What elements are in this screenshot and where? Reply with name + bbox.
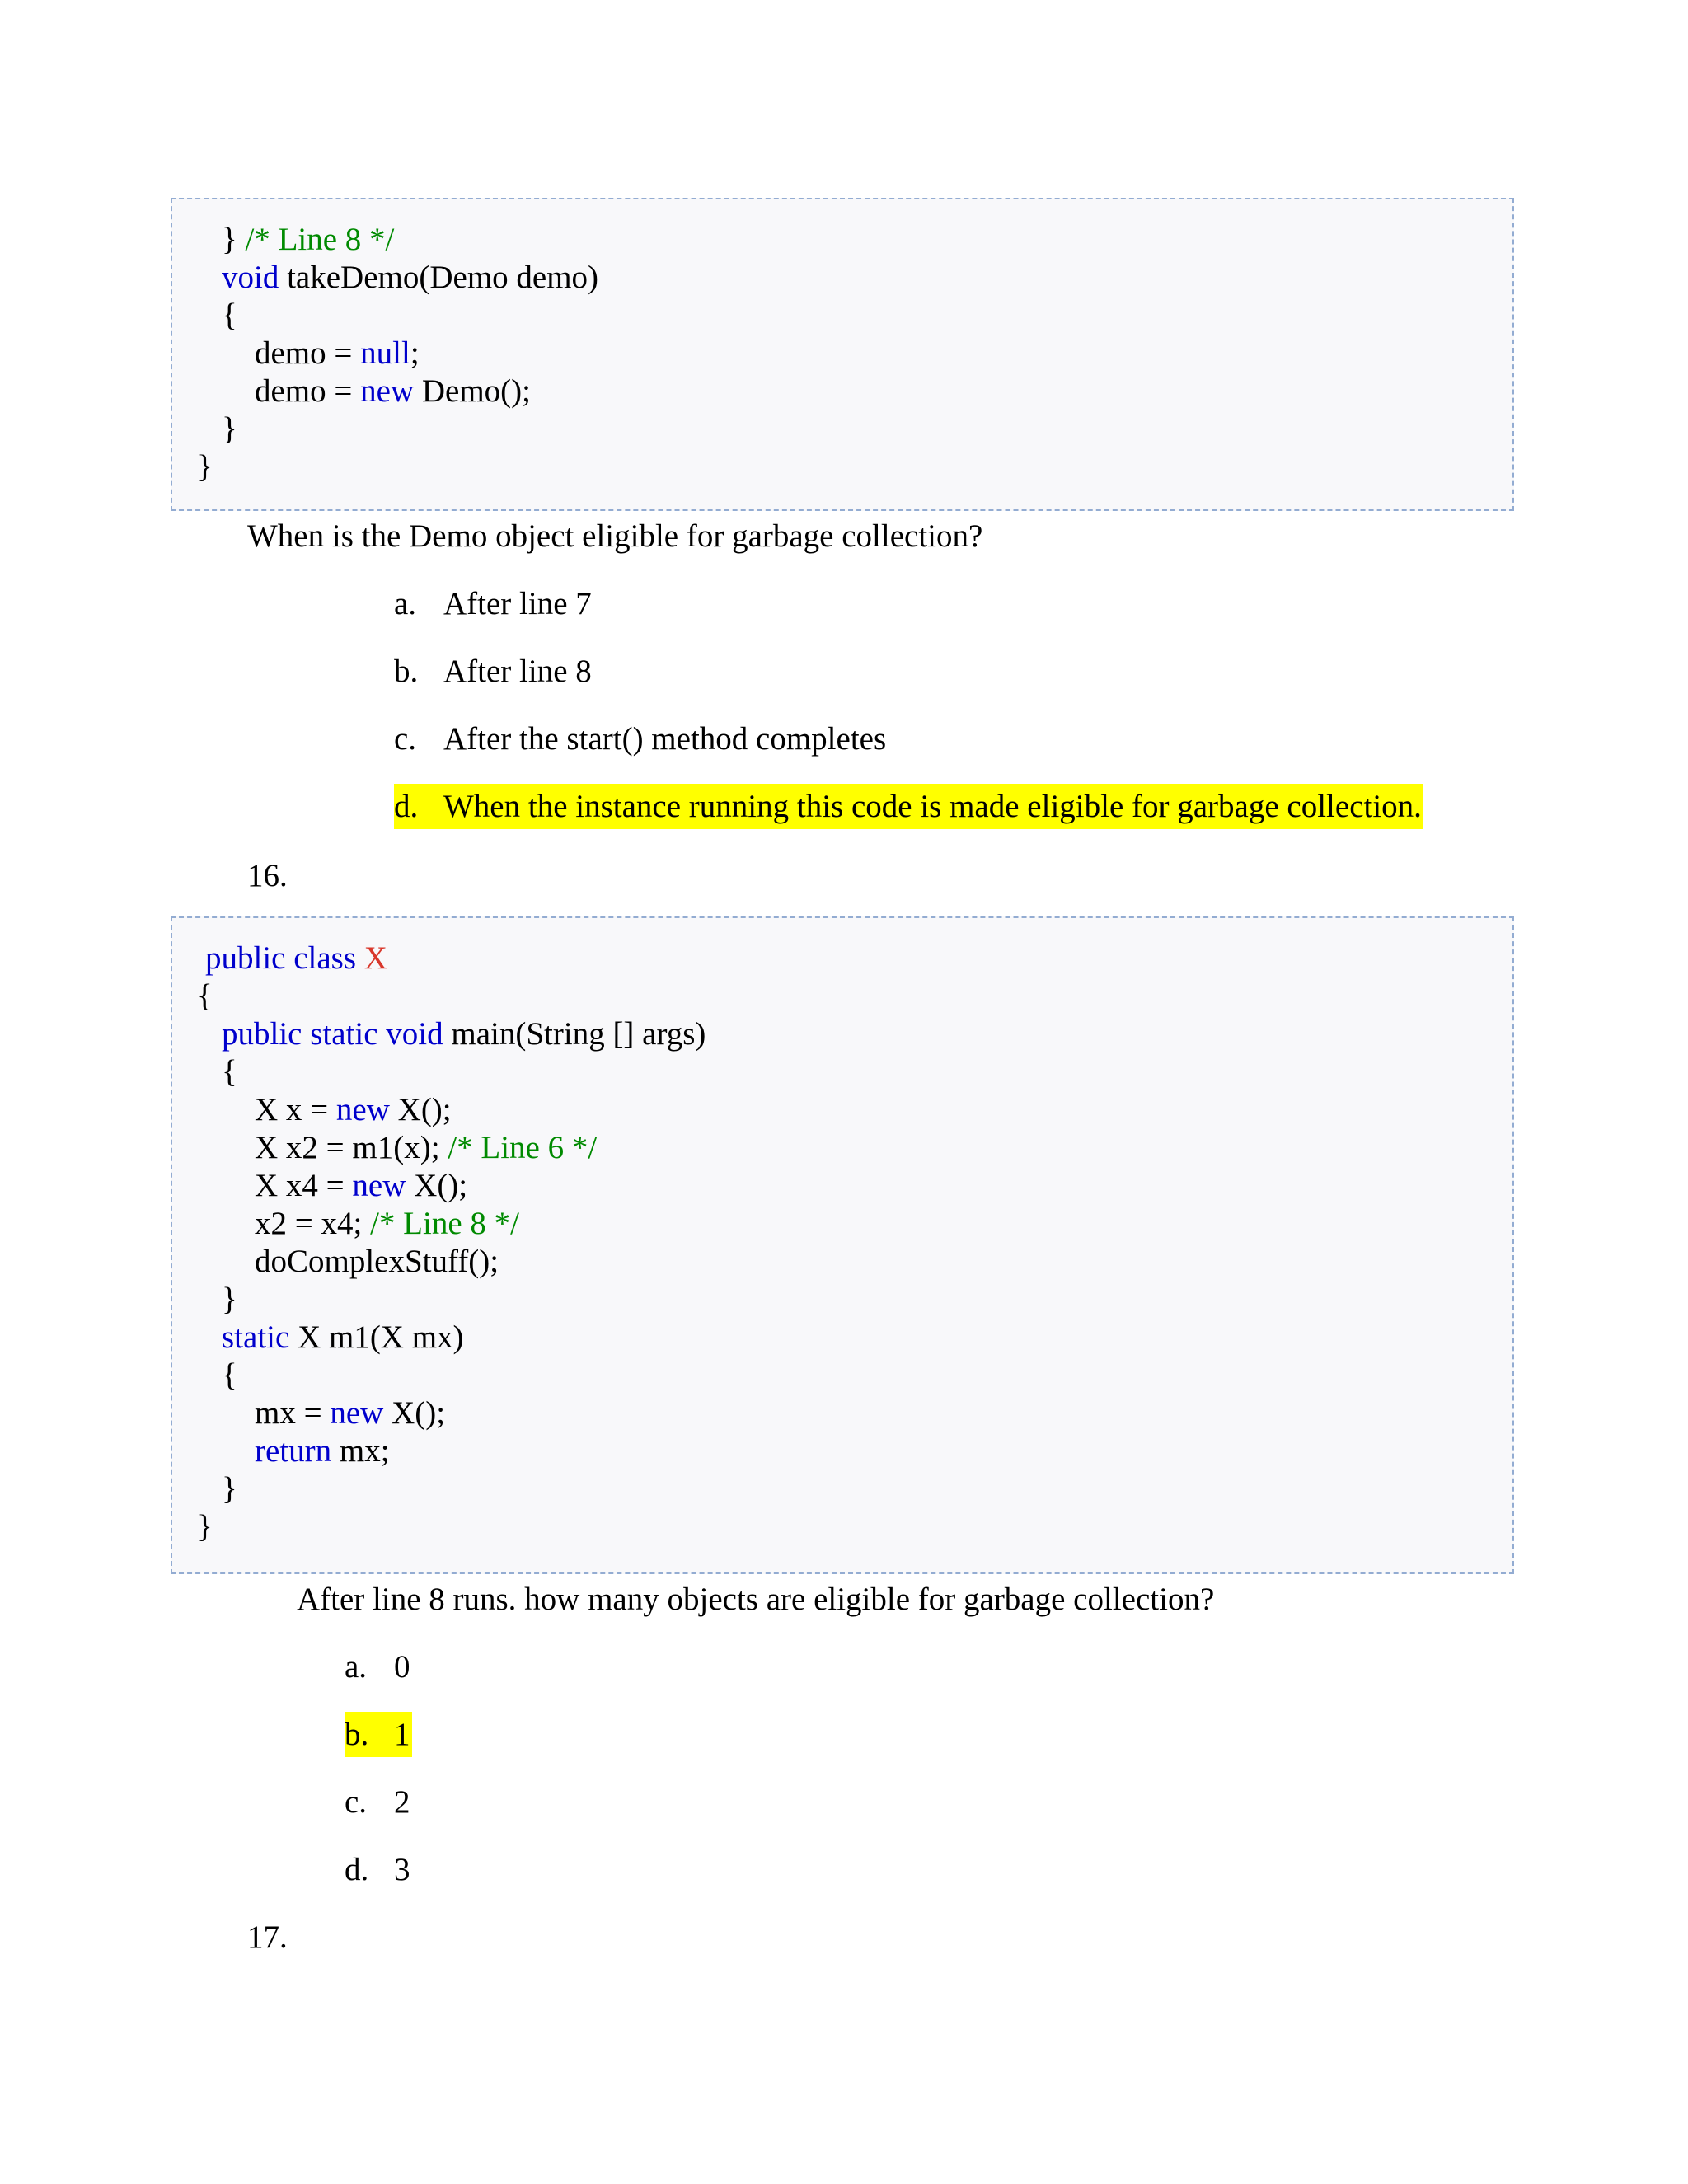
option-letter: a. xyxy=(345,1649,368,1685)
code-keyword: public static void xyxy=(222,1016,443,1052)
code-text: takeDemo(Demo demo) xyxy=(279,260,599,295)
code-keyword: void xyxy=(222,260,279,295)
answer-option xyxy=(394,720,886,757)
code-text: X(); xyxy=(389,1092,452,1127)
highlighted-answer xyxy=(345,1712,412,1757)
code-line xyxy=(222,1015,706,1053)
answer-option xyxy=(345,1851,410,1888)
code-text: { xyxy=(222,1054,237,1090)
option-letter: d. xyxy=(345,1852,369,1887)
option-letter: c. xyxy=(345,1784,368,1820)
code-line xyxy=(197,1508,213,1546)
code-line xyxy=(222,259,598,297)
code-keyword: public class xyxy=(205,940,364,976)
answer-option xyxy=(394,585,592,622)
code-text: } xyxy=(197,449,213,485)
option-text: 3 xyxy=(394,1852,410,1887)
option-letter: c. xyxy=(394,721,417,757)
code-text: ; xyxy=(410,335,420,371)
question-15-text: When is the Demo object eligible for garbage collection? xyxy=(247,518,983,554)
code-keyword: null xyxy=(360,335,410,371)
code-line xyxy=(222,1357,237,1394)
code-text: } xyxy=(197,1509,213,1544)
code-line xyxy=(222,1470,237,1508)
code-text: mx = xyxy=(255,1395,331,1431)
code-text: X x2 = m1(x); xyxy=(255,1130,448,1165)
answer-content xyxy=(345,1852,410,1887)
code-text: } xyxy=(222,1471,237,1507)
option-letter: b. xyxy=(345,1717,369,1752)
answer-content xyxy=(394,721,886,757)
code-line xyxy=(222,1053,237,1091)
answer-content xyxy=(345,1784,410,1820)
option-text: After line 8 xyxy=(443,654,592,689)
answer-option xyxy=(345,1648,410,1685)
option-text: 1 xyxy=(394,1717,410,1752)
code-keyword: return xyxy=(255,1433,332,1469)
code-line xyxy=(255,1205,519,1243)
option-text: 0 xyxy=(394,1649,410,1685)
highlighted-answer xyxy=(394,784,1423,829)
code-text: Demo(); xyxy=(414,373,531,409)
code-text: demo = xyxy=(255,373,361,409)
code-line xyxy=(255,1243,499,1281)
code-line xyxy=(222,221,394,259)
answer-content xyxy=(394,586,592,621)
answer-content xyxy=(345,1649,410,1685)
code-line xyxy=(255,1167,467,1205)
option-text: After the start() method completes xyxy=(443,721,887,757)
answer-option xyxy=(345,1783,410,1821)
code-text: { xyxy=(222,1357,237,1393)
option-letter: d. xyxy=(394,789,419,824)
answer-content xyxy=(394,654,592,689)
code-text: demo = xyxy=(255,335,361,371)
code-keyword: new xyxy=(330,1395,384,1431)
question-16-text: After line 8 runs. how many objects are eligible for garbage collection? xyxy=(297,1582,1215,1617)
code-text: x2 = x4; xyxy=(255,1206,371,1241)
code-text: X(); xyxy=(383,1395,446,1431)
code-keyword: static xyxy=(222,1319,290,1355)
code-text: } xyxy=(222,1282,237,1317)
code-line xyxy=(222,410,237,448)
option-text: When the instance running this code is made eligible for garbage collection. xyxy=(443,789,1422,824)
option-text: 2 xyxy=(394,1784,410,1820)
code-line xyxy=(255,373,531,410)
option-text: After line 7 xyxy=(443,586,592,621)
code-line xyxy=(197,977,213,1015)
answer-option xyxy=(345,1716,412,1753)
option-letter: a. xyxy=(394,586,417,621)
code-text: X x = xyxy=(255,1092,336,1127)
code-comment: /* Line 8 */ xyxy=(245,222,395,257)
code-line xyxy=(205,940,387,977)
code-line xyxy=(255,1129,597,1167)
code-class-name: X xyxy=(363,940,387,976)
code-text: X x4 = xyxy=(255,1168,353,1203)
code-line xyxy=(255,335,420,373)
code-keyword: new xyxy=(335,1092,390,1127)
code-text: mx; xyxy=(331,1433,390,1469)
code-text: { xyxy=(222,298,237,333)
answer-option xyxy=(394,653,592,690)
code-comment: /* Line 6 */ xyxy=(448,1130,598,1165)
code-text: } xyxy=(222,222,246,257)
code-line xyxy=(197,448,213,486)
code-line xyxy=(222,1319,464,1357)
code-block-2 xyxy=(171,916,1514,1574)
code-line xyxy=(222,1281,237,1319)
code-keyword: new xyxy=(352,1168,406,1203)
code-text: { xyxy=(197,978,213,1014)
code-text: main(String [] args) xyxy=(443,1016,706,1052)
code-text: X m1(X mx) xyxy=(289,1319,464,1355)
question-16-number: 16. xyxy=(247,858,288,893)
code-keyword: new xyxy=(360,373,415,409)
answer-option xyxy=(394,788,1423,825)
question-17-number: 17. xyxy=(247,1919,288,1955)
code-text: } xyxy=(222,411,237,447)
option-letter: b. xyxy=(394,654,419,689)
code-comment: /* Line 8 */ xyxy=(370,1206,519,1241)
code-line xyxy=(255,1091,452,1129)
code-line xyxy=(255,1432,390,1470)
code-line xyxy=(255,1394,445,1432)
code-text: X(); xyxy=(406,1168,468,1203)
code-text: doComplexStuff(); xyxy=(255,1244,499,1279)
code-line xyxy=(222,297,237,335)
code-block-1 xyxy=(171,198,1514,511)
